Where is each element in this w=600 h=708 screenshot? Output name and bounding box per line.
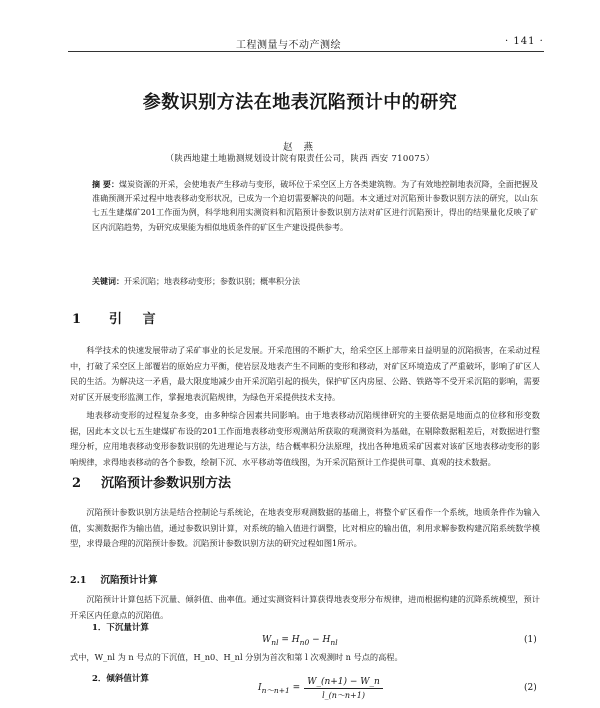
abstract	[92, 177, 538, 235]
equation-1-lhs: W	[262, 635, 272, 645]
item-2-heading: 2．倾斜值计算	[92, 674, 149, 684]
equation-1-term-1: = H	[278, 635, 300, 645]
section-1-paragraph-1: 科学技术的快速发展带动了采矿事业的长足发展。开采范围的不断扩大，给采空区上部带来日益明显的沉陷损害，在采动过程中，打破了采空区上部覆岩的原始应力平衡，使岩层及地表产生不同断的变形和移动，对矿区环境造成了严重破坏，影响了矿区人民的生活。为解决这一矛盾，最大限度地减少由开采沉陷引起的损失，保护矿区内房屋、公路、铁路等不受开采沉陷的影响，需要对矿区开展变形监测工作，掌握地表沉陷规律，为绿色开采提供技术支持。	[70, 345, 540, 402]
equation-1-term-2-subscript: nl	[330, 637, 338, 647]
equation-2-number: (2)	[524, 683, 537, 693]
subsection-2-1-heading	[70, 572, 158, 586]
subsection-2-1-paragraph: 沉陷预计计算包括下沉量、倾斜值、曲率值。通过实测资料计算获得地表变形分布规律，进而根据构建的沉降系统模型，预计开采区内任意点的沉陷值。	[70, 594, 540, 620]
equation-1	[262, 635, 338, 647]
section-1-title: 引 言	[109, 312, 164, 327]
header-rule	[68, 51, 544, 52]
equation-2	[258, 677, 383, 701]
abstract-label: 摘 要：	[92, 179, 120, 189]
paper-title: 参数识别方法在地表沉陷预计中的研究	[142, 92, 458, 113]
equation-2-denominator: l_(n～n+1)	[322, 691, 365, 700]
running-header-journal: 工程测量与不动产测绘	[236, 40, 341, 51]
section-1-heading	[72, 308, 164, 327]
equation-1-term-2: − H	[309, 635, 331, 645]
keywords-label: 关键词：	[92, 276, 124, 286]
section-1-paragraph-2: 地表移动变形的过程复杂多变，由多种综合因素共同影响。由于地表移动沉陷规律研究的主要依据是地面点的位移和形变数据，因此本文以七五生建煤矿布设的201工作面地表移动变形观测站所获取的观测资料为基础，在剔除数据粗差后，对数据进行整理分析，应用地表移动变形参数识别的先进理论与方法，结合概率积分法原理，找出各种地质采矿因素对该矿区地表移动变形的影响规律，求得地表移动的各个参数，绘制下沉、水平移动等值线图，为开采沉陷预计工作提供可靠、真观的技术数据。	[70, 410, 540, 467]
equation-2-lhs-subscript: n～n+1	[261, 685, 290, 695]
section-2-number: 2	[72, 476, 82, 491]
equation-2-numerator: W_(n+1) − W_n	[304, 677, 383, 689]
section-2-paragraph: 沉陷预计参数识别方法是结合控制论与系统论，在地表变形观测数据的基础上，将整个矿区看作一个系统，地质条件作为输入值，实测数据作为输出值，通过参数识别计算，对系统的输入值进行调整，比对相应的输出值，利用求解参数构建沉陷系统数学模型，求得最合理的沉陷预计参数。沉陷预计参数识别方法的研究过程如图1所示。	[70, 507, 540, 549]
equation-1-term-1-subscript: n0	[299, 637, 310, 647]
author-affiliation: （陕西地建土地勘测规划设计院有限责任公司，陕西 西安 710075）	[165, 154, 435, 164]
equation-1-explanation: 式中，W_nl 为 n 号点的下沉值，H_n0、H_nl 分别为首次和第 l 次观测时 n 号点的高程。	[70, 652, 403, 662]
equation-1-lhs-subscript: nl	[271, 637, 279, 647]
item-1-heading: 1．下沉量计算	[92, 623, 149, 633]
subsection-2-1-title: 沉陷预计计算	[100, 575, 158, 586]
equation-2-lhs	[258, 683, 300, 696]
section-1-number: 1	[72, 312, 90, 327]
section-2-title: 沉陷预计参数识别方法	[101, 476, 232, 491]
running-header-page-number: · 141 ·	[505, 36, 544, 47]
equation-2-lhs-symbol: I	[258, 682, 262, 693]
section-2-heading	[72, 472, 231, 491]
keywords	[92, 276, 538, 287]
author-name: 赵 燕	[282, 142, 318, 153]
equation-2-fraction	[304, 677, 383, 701]
keywords-text: 开采沉陷；地表移动变形；参数识别；概率积分法	[124, 277, 300, 286]
equation-2-equals: =	[289, 682, 301, 693]
equation-1-number: (1)	[524, 635, 537, 645]
abstract-text: 煤炭资源的开采，会使地表产生移动与变形，破坏位于采空区上方各类建筑物。为了有效地控制地表沉降，全面把握及准确预测开采过程中地表移动变形状况，已成为一个迫切需要解决的问题。本文通过对沉陷预计参数识别方法的研究，以山东七五生建煤矿201工作面为例，科学地利用实测资料和沉陷预计参数识别方法对矿区进行沉陷预计，得出的结果量化反映了矿区内沉陷趋势，为研究成果能为相似地质条件的矿区生产建设提供参考。	[92, 180, 538, 232]
subsection-2-1-number: 2.1	[70, 575, 87, 586]
